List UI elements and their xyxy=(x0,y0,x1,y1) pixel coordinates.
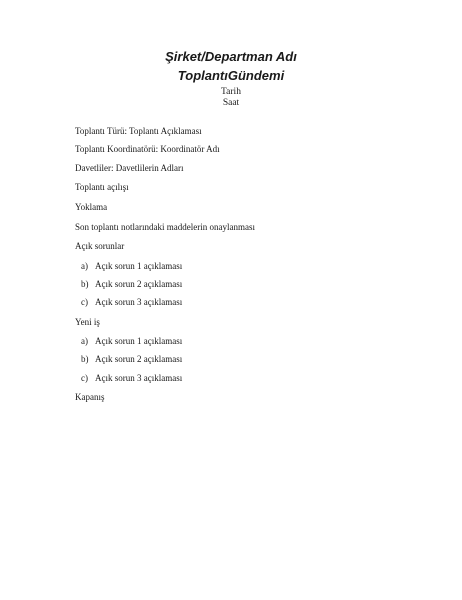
company-name: Şirket/Departman Adı xyxy=(165,49,297,64)
agenda-item-text: Toplantı açılışı xyxy=(75,182,129,192)
meeting-attendees: Davetliler: Davetlilerin Adları xyxy=(75,163,184,173)
meeting-type: Toplantı Türü: Toplantı Açıklaması xyxy=(75,126,202,136)
agenda-item-text: Kapanış xyxy=(75,392,105,402)
agenda-item-text: Açık sorunlar xyxy=(75,241,125,251)
meeting-time: Saat xyxy=(222,98,240,108)
agenda-item-text: Yoklama xyxy=(75,202,108,212)
agenda-subitem-text: Açık sorun 2 açıklaması xyxy=(95,354,183,364)
meeting-coordinator: Toplantı Koordinatörü: Koordinatör Adı xyxy=(75,144,220,154)
meeting-date: Tarih xyxy=(221,87,241,97)
agenda-subitem-letter: c) xyxy=(81,297,88,307)
agenda-subitem-text: Açık sorun 3 açıklaması xyxy=(95,297,183,307)
agenda-item-text: Son toplantı notlarındaki maddelerin onaylanması xyxy=(75,222,255,232)
agenda-subitem-letter: c) xyxy=(81,373,88,383)
agenda-subitem-text: Açık sorun 3 açıklaması xyxy=(95,373,183,383)
agenda-subitem-letter: a) xyxy=(81,261,88,271)
agenda-subitem-text: Açık sorun 1 açıklaması xyxy=(95,261,183,271)
agenda-subitem-text: Açık sorun 2 açıklaması xyxy=(95,279,183,289)
agenda-subitem-letter: b) xyxy=(81,279,89,289)
agenda-subitem-letter: b) xyxy=(81,354,89,364)
agenda-subitem-letter: a) xyxy=(81,336,88,346)
page-title: ToplantıGündemi xyxy=(177,68,285,83)
agenda-item-text: Yeni iş xyxy=(75,317,100,327)
agenda-subitem-text: Açık sorun 1 açıklaması xyxy=(95,336,183,346)
